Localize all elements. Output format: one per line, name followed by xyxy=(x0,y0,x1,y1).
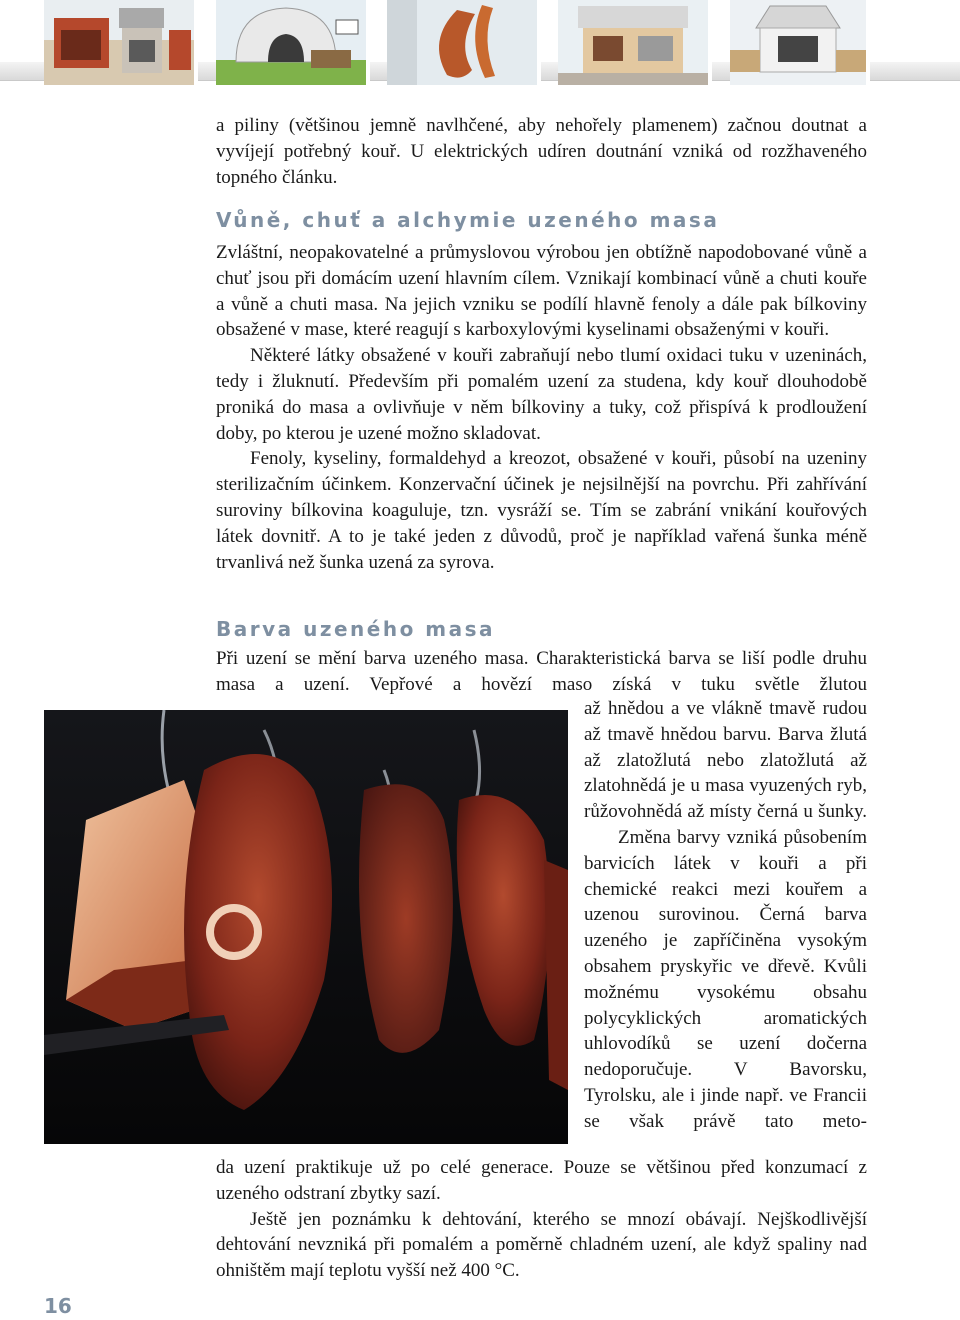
smoked-sausage-thumbnail xyxy=(387,0,541,85)
intro-paragraph xyxy=(216,113,867,190)
section-color-tail xyxy=(216,1155,867,1284)
section-heading-color: Barva uzeného masa xyxy=(216,617,496,641)
photo-side-text xyxy=(584,696,867,1135)
page-number: 16 xyxy=(44,1294,72,1318)
section-heading-aroma: Vůně, chuť a alchymie uzeného masa xyxy=(216,208,720,232)
section-color-lead xyxy=(216,646,867,698)
paragraph: Změna barvy vzniká působením barvicích látek v kouři a při chemické reakci mezi kouřem a uzenou surovinou. Černá barva uzeného je zapříčiněna vysokým obsahem pryskyřic ve dřevě. Kvůli možnému vysokému obsahu polycyklických aromatických uhlovodíků se uzení dočerna nedoporučuje. V Bavorsku, Tyrolsku, ale i jinde např. ve Francii se však právě tato meto- xyxy=(584,826,867,1132)
paragraph: Fenoly, kyseliny, formaldehyd a kreozot, obsažené v kouři, působí na uzeniny sterilizačním účinkem. Konzervační účinek je nejsilnější na povrchu. Při zahřívání suroviny bílkovina koaguluje, tzn. vysráží se. Tím se zabrání vnikání kouřových látek dovnitř. A to je také jeden z důvodů, proč je například vařená šunka méně trvanlivá než šunka uzená za syrova. xyxy=(216,448,867,573)
dome-oven-thumbnail xyxy=(216,0,370,85)
paragraph: Zvláštní, neopakovatelné a průmyslovou výrobou jen obtížně napodobované vůně a chuť jsou při domácím uzení hlavním cílem. Vznikají kombinací vůně a chuti kouře a vůně a chuti masa. Na jejich vzniku se podílí hlavně fenoly a dále pak bílkoviny obsažené v mase, které reagují s karboxylovými kyselinami obsaženými v kouři. xyxy=(216,242,867,341)
header-strip xyxy=(0,0,960,90)
paragraph: Ještě jen poznámku k dehtování, kterého se mnozí obávají. Nejškodlivější dehtování nevzniká při pomalém a poměrně chladném uzení, ale když spaliny nad ohništěm mají teplotu vyšší než 400 °C. xyxy=(216,1208,867,1282)
section-aroma-body xyxy=(216,240,867,575)
paragraph: Některé látky obsažené v kouři zabraňují nebo tlumí oxidaci tuku v uzeninách, tedy i žluknutí. Především při pomalém uzení za studena, kdy kouř dlouhodobě proniká do masa a ovlivňuje v něm bílkoviny a tuky, což přispívá k prodloužení doby, po kterou je uzené možno skladovat. xyxy=(216,345,867,444)
smoked-meat-photo xyxy=(44,710,568,1144)
outdoor-kitchen-thumbnail xyxy=(558,0,712,85)
paragraph: Při uzení se mění barva uzeného masa. Charakteristická barva se liší podle druhu masa a uzení. Vepřové a hovězí maso získá v tuku světle žlutou xyxy=(216,648,867,695)
paragraph: da uzení praktikuje už po celé generace. Pouze se většinou před konzumací z uzeného odstraní zbytky sazí. xyxy=(216,1157,867,1204)
brick-smokehouse-thumbnail xyxy=(44,0,198,85)
intro-text: a piliny (většinou jemně navlhčené, aby nehořely plamenem) začnou doutnat a vyvíjejí potřebný kouř. U elektrických udíren doutnání vzniká od rozžhaveného topného článku. xyxy=(216,115,867,188)
paragraph: až hnědou a ve vlákně tmavě rudou až tmavě hnědou barvu. Barva žlutá až zlatožlutá nebo zlatožlutá až zlatohnědá je u masa vyuzených ryb, růžovohnědá až místy černá u šunky. xyxy=(584,698,867,823)
garden-grill-thumbnail xyxy=(730,0,870,85)
